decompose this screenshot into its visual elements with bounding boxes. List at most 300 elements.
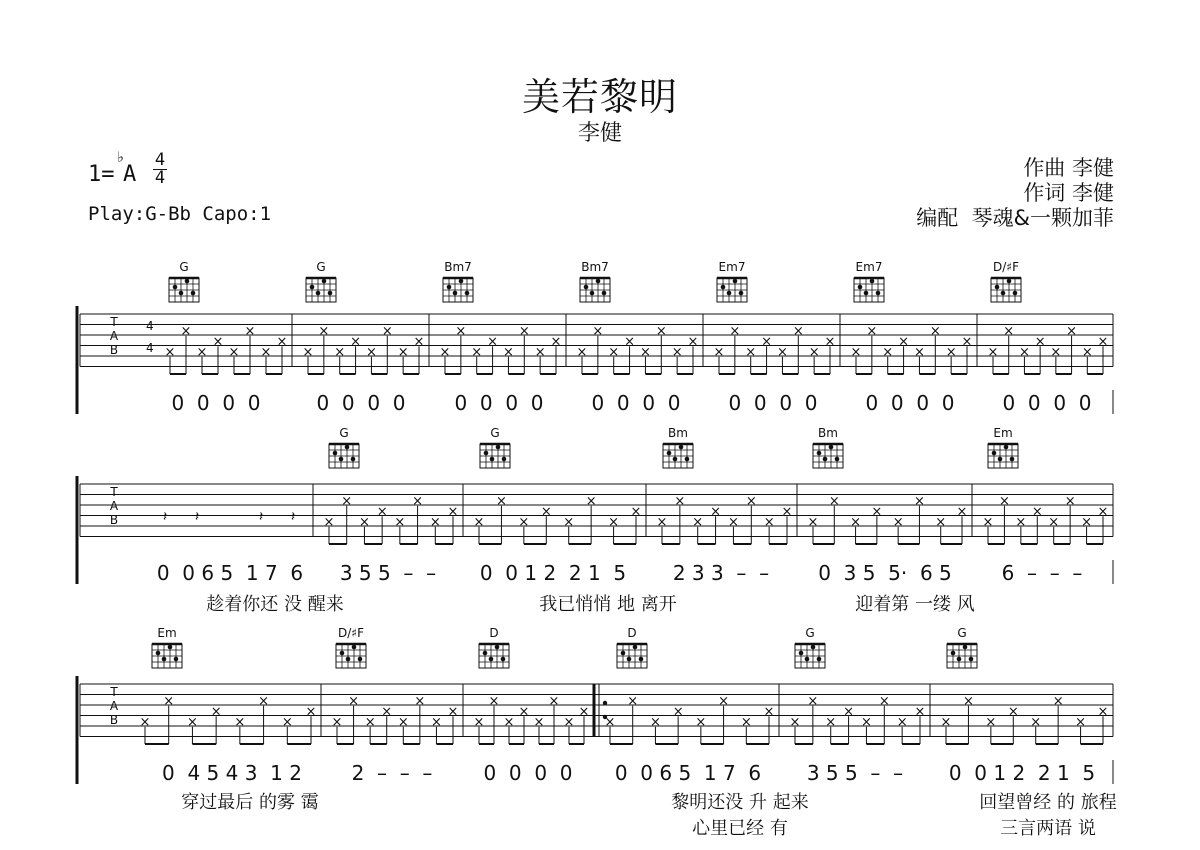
tab-note-mark: × bbox=[518, 514, 530, 530]
chord-finger-dot bbox=[1010, 457, 1015, 462]
chord-diagram bbox=[991, 260, 1021, 302]
numbered-notation: 0 0 0 0 bbox=[728, 391, 818, 415]
chord-diagram bbox=[617, 626, 647, 668]
tab-note-mark: × bbox=[212, 334, 224, 350]
chord-finger-dot bbox=[951, 651, 956, 656]
chord-finger-dot bbox=[679, 445, 684, 450]
tab-note-mark: × bbox=[882, 344, 894, 360]
tab-note-mark: × bbox=[139, 714, 151, 730]
tab-note-mark: × bbox=[892, 514, 904, 530]
composer-credit: 作曲 李健 bbox=[1023, 156, 1114, 180]
tab-system bbox=[77, 426, 1113, 615]
chord-finger-dot bbox=[339, 457, 344, 462]
tab-note-mark: × bbox=[763, 704, 775, 720]
tab-clef-letter: T bbox=[110, 685, 118, 699]
tab-note-mark: × bbox=[447, 504, 459, 520]
numbered-notation: 0 0 0 0 bbox=[316, 391, 406, 415]
tab-note-mark: × bbox=[397, 344, 409, 360]
tab-note-mark: × bbox=[413, 334, 425, 350]
tab-note-mark: × bbox=[929, 323, 941, 339]
chord-finger-dot bbox=[621, 651, 626, 656]
tab-note-mark: × bbox=[1052, 693, 1064, 709]
tab-note-mark: × bbox=[576, 344, 588, 360]
chord-diagram bbox=[443, 260, 473, 302]
tab-note-mark: × bbox=[1081, 514, 1093, 530]
tab-note-mark: × bbox=[828, 493, 840, 509]
chord-finger-dot bbox=[823, 457, 828, 462]
chord-finger-dot bbox=[733, 279, 738, 284]
chord-finger-dot bbox=[185, 279, 190, 284]
tab-note-mark: × bbox=[234, 714, 246, 730]
tab-note-mark: × bbox=[1097, 334, 1109, 350]
tab-note-mark: × bbox=[878, 693, 890, 709]
tab-note-mark: × bbox=[692, 514, 704, 530]
tab-note-mark: × bbox=[578, 704, 590, 720]
tab-note-mark: × bbox=[430, 714, 442, 730]
chord-diagram bbox=[480, 426, 510, 468]
chord-diagram bbox=[580, 260, 610, 302]
chord-finger-dot bbox=[721, 285, 726, 290]
chord-finger-dot bbox=[345, 445, 350, 450]
tab-note-mark: × bbox=[334, 344, 346, 360]
tab-note-mark: × bbox=[808, 344, 820, 360]
tab-note-mark: × bbox=[656, 514, 668, 530]
tab-note-mark: × bbox=[789, 714, 801, 730]
key-prefix: 1= bbox=[88, 162, 115, 187]
tab-time-top: 4 bbox=[146, 319, 154, 333]
chord-diagram bbox=[795, 626, 825, 668]
chord-finger-dot bbox=[963, 645, 968, 650]
tab-note-mark: × bbox=[961, 334, 973, 350]
chord-finger-dot bbox=[995, 285, 1000, 290]
tab-note-mark: × bbox=[655, 323, 667, 339]
tab-note-mark: × bbox=[1097, 504, 1109, 520]
chord-finger-dot bbox=[352, 645, 357, 650]
chord-finger-dot bbox=[876, 291, 881, 296]
time-denominator: 4 bbox=[154, 168, 166, 188]
chord-diagram bbox=[152, 626, 182, 668]
tab-note-mark: × bbox=[210, 704, 222, 720]
tab-note-mark: × bbox=[358, 514, 370, 530]
tab-note-mark: × bbox=[761, 334, 773, 350]
chord-name: Bm7 bbox=[444, 260, 472, 274]
lyric-line: 三言两语 说 bbox=[1000, 818, 1096, 839]
tab-note-mark: × bbox=[503, 714, 515, 730]
key-note: A bbox=[123, 162, 137, 187]
tab-note-mark: × bbox=[1015, 514, 1027, 530]
chord-name: Bm bbox=[668, 426, 688, 440]
tab-note-mark: × bbox=[729, 323, 741, 339]
tab-note-mark: × bbox=[180, 323, 192, 339]
chord-name: D bbox=[489, 626, 499, 640]
tab-note-mark: × bbox=[649, 714, 661, 730]
numbered-notation: 3 5 5 – – bbox=[806, 761, 904, 785]
tab-note-mark: × bbox=[585, 493, 597, 509]
chord-name: G bbox=[179, 260, 189, 274]
rest-mark: 𝄽 bbox=[194, 509, 200, 525]
chord-finger-dot bbox=[627, 657, 632, 662]
tab-note-mark: × bbox=[592, 323, 604, 339]
tab-note-mark: × bbox=[985, 714, 997, 730]
tab-note-mark: × bbox=[258, 693, 270, 709]
tab-note-mark: × bbox=[228, 344, 240, 360]
tab-note-mark: × bbox=[563, 514, 575, 530]
tab-note-mark: × bbox=[807, 514, 819, 530]
repeat-dot bbox=[603, 701, 607, 705]
chord-finger-dot bbox=[191, 291, 196, 296]
numbered-notation: 2 3 3 – – bbox=[672, 561, 770, 585]
tab-note-mark: × bbox=[1048, 514, 1060, 530]
tab-note-mark: × bbox=[550, 334, 562, 350]
chord-diagram bbox=[306, 260, 336, 302]
play-capo-info: Play:G-Bb Capo:1 bbox=[88, 203, 272, 225]
tab-note-mark: × bbox=[1030, 714, 1042, 730]
arranger-credit: 编配 琴魂&一颗加菲 bbox=[916, 206, 1114, 230]
tab-note-mark: × bbox=[763, 514, 775, 530]
tab-note-mark: × bbox=[913, 344, 925, 360]
tab-note-mark: × bbox=[727, 514, 739, 530]
numbered-notation: 0 0 0 0 bbox=[171, 391, 261, 415]
chord-finger-dot bbox=[316, 291, 321, 296]
lyric-line: 穿过最后 的雾 霭 bbox=[181, 792, 319, 813]
tab-note-mark: × bbox=[1007, 704, 1019, 720]
chord-finger-dot bbox=[805, 657, 810, 662]
tab-note-mark: × bbox=[940, 714, 952, 730]
tab-note-mark: × bbox=[850, 344, 862, 360]
tab-note-mark: × bbox=[350, 334, 362, 350]
tab-note-mark: × bbox=[913, 493, 925, 509]
chord-finger-dot bbox=[1001, 291, 1006, 296]
tab-note-mark: × bbox=[281, 714, 293, 730]
chord-finger-dot bbox=[484, 451, 489, 456]
chord-finger-dot bbox=[351, 457, 356, 462]
tab-note-mark: × bbox=[1034, 334, 1046, 350]
tab-note-mark: × bbox=[1081, 344, 1093, 360]
chord-finger-dot bbox=[864, 291, 869, 296]
chord-name: Bm bbox=[818, 426, 838, 440]
tab-note-mark: × bbox=[414, 693, 426, 709]
chord-finger-dot bbox=[673, 457, 678, 462]
chord-finger-dot bbox=[969, 657, 974, 662]
chord-finger-dot bbox=[453, 291, 458, 296]
chord-finger-dot bbox=[602, 291, 607, 296]
lyric-line: 我已悄悄 地 离开 bbox=[539, 594, 677, 615]
chord-name: G bbox=[957, 626, 967, 640]
chord-diagram bbox=[169, 260, 199, 302]
chord-name: Em7 bbox=[718, 260, 746, 274]
tab-note-mark: × bbox=[473, 514, 485, 530]
tab-note-mark: × bbox=[376, 504, 388, 520]
chord-finger-dot bbox=[739, 291, 744, 296]
tab-note-mark: × bbox=[745, 344, 757, 360]
tab-clef-letter: B bbox=[109, 343, 119, 357]
tab-note-mark: × bbox=[397, 714, 409, 730]
tab-note-mark: × bbox=[364, 714, 376, 730]
chord-finger-dot bbox=[858, 285, 863, 290]
tab-note-mark: × bbox=[945, 344, 957, 360]
tab-note-mark: × bbox=[439, 344, 451, 360]
tab-note-mark: × bbox=[850, 514, 862, 530]
chord-name: G bbox=[339, 426, 349, 440]
chord-finger-dot bbox=[667, 451, 672, 456]
tab-note-mark: × bbox=[533, 714, 545, 730]
chord-name: Em7 bbox=[855, 260, 883, 274]
chord-finger-dot bbox=[633, 645, 638, 650]
tab-note-mark: × bbox=[776, 344, 788, 360]
chord-finger-dot bbox=[992, 451, 997, 456]
chord-finger-dot bbox=[173, 285, 178, 290]
chord-finger-dot bbox=[1007, 279, 1012, 284]
chord-finger-dot bbox=[596, 279, 601, 284]
chord-diagram bbox=[663, 426, 693, 468]
numbered-notation: 6 – – – bbox=[1001, 561, 1083, 585]
tab-note-mark: × bbox=[302, 344, 314, 360]
chord-name: D bbox=[627, 626, 637, 640]
chord-finger-dot bbox=[502, 457, 507, 462]
chord-name: Bm7 bbox=[581, 260, 609, 274]
chord-finger-dot bbox=[829, 445, 834, 450]
numbered-notation: 0 4 5 4 3 1 2 bbox=[162, 761, 302, 785]
tab-clef-letter: A bbox=[109, 329, 119, 343]
rest-mark: 𝄽 bbox=[290, 509, 296, 525]
chord-finger-dot bbox=[799, 651, 804, 656]
chord-finger-dot bbox=[489, 657, 494, 662]
lyric-line: 心里已经 有 bbox=[692, 818, 788, 839]
chord-diagram bbox=[988, 426, 1018, 468]
chord-diagram bbox=[336, 626, 366, 668]
lyric-line: 趁着你还 没 醒来 bbox=[206, 594, 344, 615]
tab-note-mark: × bbox=[627, 693, 639, 709]
tab-note-mark: × bbox=[518, 323, 530, 339]
tab-note-mark: × bbox=[1066, 323, 1078, 339]
chord-name: G bbox=[316, 260, 326, 274]
chord-finger-dot bbox=[998, 457, 1003, 462]
tab-clef-letter: T bbox=[110, 485, 118, 499]
tab-system bbox=[77, 626, 1117, 839]
chord-diagram bbox=[479, 626, 509, 668]
tab-note-mark: × bbox=[898, 334, 910, 350]
tab-note-mark: × bbox=[323, 514, 335, 530]
tab-note-mark: × bbox=[548, 693, 560, 709]
tab-note-mark: × bbox=[962, 693, 974, 709]
chord-finger-dot bbox=[817, 657, 822, 662]
tab-note-mark: × bbox=[473, 714, 485, 730]
chord-name: Em bbox=[157, 626, 177, 640]
numbered-notation: 0 0 6 5 1 7 6 bbox=[156, 561, 304, 585]
tab-note-mark: × bbox=[276, 334, 288, 350]
chord-finger-dot bbox=[358, 657, 363, 662]
numbered-notation: 0 0 0 0 bbox=[591, 391, 681, 415]
tab-note-mark: × bbox=[534, 344, 546, 360]
tab-note-mark: × bbox=[365, 344, 377, 360]
chord-finger-dot bbox=[495, 645, 500, 650]
tab-note-mark: × bbox=[792, 323, 804, 339]
chord-finger-dot bbox=[835, 457, 840, 462]
numbered-notation: 0 0 0 0 bbox=[454, 391, 544, 415]
tab-note-mark: × bbox=[998, 493, 1010, 509]
chord-name: G bbox=[805, 626, 815, 640]
tab-note-mark: × bbox=[982, 514, 994, 530]
tab-note-mark: × bbox=[914, 704, 926, 720]
tab-note-mark: × bbox=[186, 714, 198, 730]
chord-finger-dot bbox=[322, 279, 327, 284]
numbered-notation: 0 0 1 2 2 1 5 bbox=[948, 761, 1096, 785]
chord-finger-dot bbox=[1004, 445, 1009, 450]
artist-name: 李健 bbox=[577, 121, 622, 146]
chord-finger-dot bbox=[1013, 291, 1018, 296]
tab-note-mark: × bbox=[718, 693, 730, 709]
chord-name: D/♯F bbox=[993, 260, 1019, 274]
chord-finger-dot bbox=[447, 285, 452, 290]
chord-finger-dot bbox=[465, 291, 470, 296]
chord-finger-dot bbox=[333, 451, 338, 456]
numbered-notation: 3 5 5 – – bbox=[339, 561, 437, 585]
tab-note-mark: × bbox=[987, 344, 999, 360]
chord-finger-dot bbox=[168, 645, 173, 650]
chord-finger-dot bbox=[496, 445, 501, 450]
tab-note-mark: × bbox=[1097, 704, 1109, 720]
tab-note-mark: × bbox=[495, 493, 507, 509]
chord-finger-dot bbox=[328, 291, 333, 296]
song-title: 美若黎明 bbox=[521, 75, 678, 119]
chord-diagram bbox=[854, 260, 884, 302]
chord-finger-dot bbox=[590, 291, 595, 296]
tab-note-mark: × bbox=[196, 344, 208, 360]
lyric-line: 迎着第 一缕 风 bbox=[855, 594, 975, 615]
chord-finger-dot bbox=[685, 457, 690, 462]
tab-note-mark: × bbox=[745, 493, 757, 509]
tab-note-mark: × bbox=[163, 693, 175, 709]
tab-note-mark: × bbox=[713, 344, 725, 360]
tab-note-mark: × bbox=[843, 704, 855, 720]
tab-note-mark: × bbox=[540, 504, 552, 520]
chord-finger-dot bbox=[162, 657, 167, 662]
rest-mark: 𝄽 bbox=[162, 509, 168, 525]
tab-note-mark: × bbox=[244, 323, 256, 339]
tab-note-mark: × bbox=[866, 323, 878, 339]
chord-name: G bbox=[490, 426, 500, 440]
chord-finger-dot bbox=[727, 291, 732, 296]
tab-note-mark: × bbox=[1075, 714, 1087, 730]
tab-note-mark: × bbox=[447, 704, 459, 720]
chord-finger-dot bbox=[174, 657, 179, 662]
chord-finger-dot bbox=[811, 645, 816, 650]
tab-note-mark: × bbox=[1003, 323, 1015, 339]
chord-diagram bbox=[813, 426, 843, 468]
tab-note-mark: × bbox=[740, 714, 752, 730]
tab-note-mark: × bbox=[502, 344, 514, 360]
tab-note-mark: × bbox=[807, 693, 819, 709]
chord-finger-dot bbox=[156, 651, 161, 656]
tab-note-mark: × bbox=[604, 714, 616, 730]
tab-note-mark: × bbox=[956, 504, 968, 520]
tab-note-mark: × bbox=[608, 344, 620, 360]
tab-note-mark: × bbox=[260, 344, 272, 360]
time-numerator: 4 bbox=[154, 150, 166, 170]
tab-note-mark: × bbox=[331, 714, 343, 730]
tab-note-mark: × bbox=[563, 714, 575, 730]
tab-note-mark: × bbox=[674, 493, 686, 509]
tab-clef-letter: A bbox=[109, 499, 119, 513]
chord-finger-dot bbox=[584, 285, 589, 290]
chord-finger-dot bbox=[346, 657, 351, 662]
chord-finger-dot bbox=[490, 457, 495, 462]
chord-finger-dot bbox=[340, 651, 345, 656]
tab-note-mark: × bbox=[455, 323, 467, 339]
chord-finger-dot bbox=[639, 657, 644, 662]
tab-note-mark: × bbox=[1064, 493, 1076, 509]
tab-note-mark: × bbox=[1018, 344, 1030, 360]
tab-note-mark: × bbox=[164, 344, 176, 360]
tab-note-mark: × bbox=[429, 514, 441, 530]
tab-note-mark: × bbox=[341, 493, 353, 509]
tab-note-mark: × bbox=[394, 514, 406, 530]
tab-note-mark: × bbox=[518, 704, 530, 720]
tab-note-mark: × bbox=[624, 334, 636, 350]
tab-clef-letter: B bbox=[109, 513, 119, 527]
tab-note-mark: × bbox=[318, 323, 330, 339]
tab-note-mark: × bbox=[381, 323, 393, 339]
tab-note-mark: × bbox=[896, 714, 908, 730]
tab-note-mark: × bbox=[710, 504, 722, 520]
tab-note-mark: × bbox=[305, 704, 317, 720]
tab-note-mark: × bbox=[860, 714, 872, 730]
tab-note-mark: × bbox=[348, 693, 360, 709]
tab-system bbox=[77, 260, 1113, 415]
tab-note-mark: × bbox=[687, 334, 699, 350]
chord-finger-dot bbox=[870, 279, 875, 284]
tab-note-mark: × bbox=[695, 714, 707, 730]
chord-finger-dot bbox=[501, 657, 506, 662]
numbered-notation: 0 0 0 0 bbox=[483, 761, 573, 785]
tab-note-mark: × bbox=[781, 504, 793, 520]
tab-note-mark: × bbox=[381, 704, 393, 720]
tab-note-mark: × bbox=[824, 334, 836, 350]
chord-diagram bbox=[329, 426, 359, 468]
lyricist-credit: 作词 李健 bbox=[1023, 181, 1114, 205]
tab-note-mark: × bbox=[825, 714, 837, 730]
tab-note-mark: × bbox=[671, 344, 683, 360]
tab-note-mark: × bbox=[471, 344, 483, 360]
tab-note-mark: × bbox=[1031, 504, 1043, 520]
tab-note-mark: × bbox=[1050, 344, 1062, 360]
chord-name: Em bbox=[993, 426, 1013, 440]
tab-clef-letter: T bbox=[110, 315, 118, 329]
numbered-notation: 0 0 0 0 bbox=[1002, 391, 1092, 415]
tab-note-mark: × bbox=[488, 693, 500, 709]
numbered-notation: 0 0 1 2 2 1 5 bbox=[479, 561, 627, 585]
numbered-notation: 0 3 5 5· 6 5 bbox=[818, 561, 952, 585]
lyric-line: 回望曾经 的 旅程 bbox=[979, 792, 1117, 813]
tab-note-mark: × bbox=[871, 504, 883, 520]
tab-note-mark: × bbox=[630, 504, 642, 520]
score-layer bbox=[77, 260, 1117, 839]
chord-finger-dot bbox=[483, 651, 488, 656]
tab-clef-letter: A bbox=[109, 699, 119, 713]
chord-finger-dot bbox=[310, 285, 315, 290]
chord-finger-dot bbox=[957, 657, 962, 662]
chord-name: D/♯F bbox=[338, 626, 364, 640]
chord-diagram bbox=[947, 626, 977, 668]
numbered-notation: 0 0 0 0 bbox=[865, 391, 955, 415]
chord-finger-dot bbox=[179, 291, 184, 296]
tab-note-mark: × bbox=[487, 334, 499, 350]
chord-finger-dot bbox=[459, 279, 464, 284]
tab-note-mark: × bbox=[639, 344, 651, 360]
tab-time-bottom: 4 bbox=[146, 341, 154, 355]
rest-mark: 𝄽 bbox=[258, 509, 264, 525]
tab-note-mark: × bbox=[935, 514, 947, 530]
